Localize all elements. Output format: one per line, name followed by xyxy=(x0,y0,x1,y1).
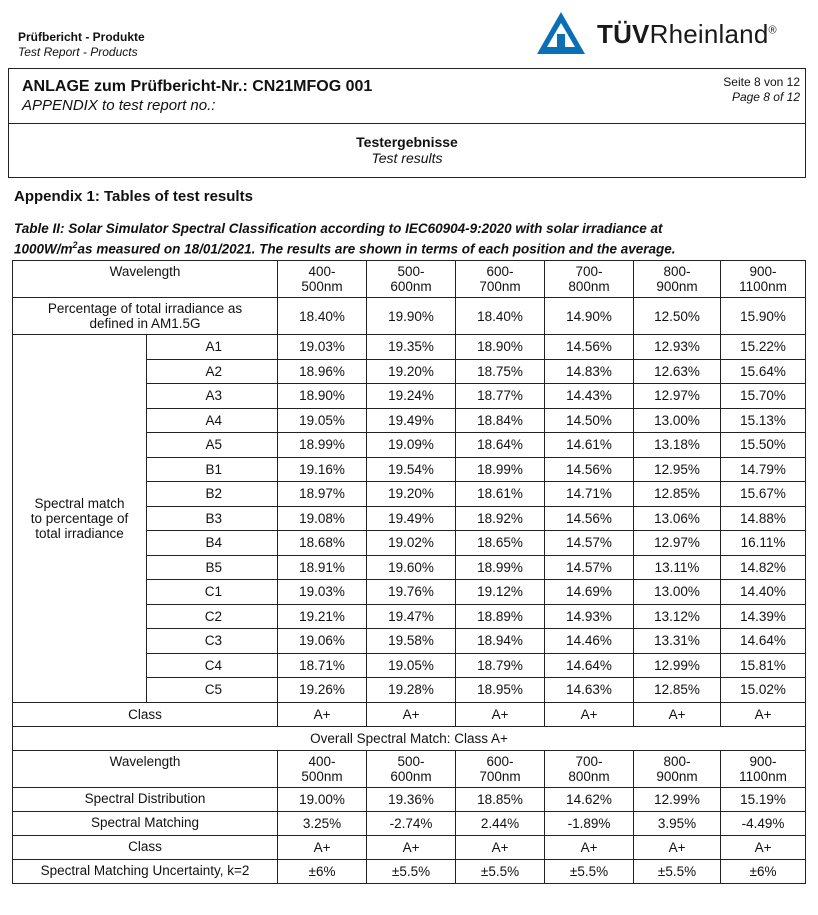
position-value: 19.54% xyxy=(367,457,456,482)
band-header: 700- 800nm xyxy=(545,750,634,787)
section-title-box xyxy=(8,123,806,178)
class-value: A+ xyxy=(721,702,806,726)
position-value: 12.93% xyxy=(634,335,721,360)
summary-wavelength-label: Wavelength xyxy=(13,750,278,787)
position-value: 19.26% xyxy=(278,678,367,703)
distribution-value: 14.62% xyxy=(545,787,634,811)
logo-wordmark: TÜVRheinland® xyxy=(597,19,777,49)
uncertainty-value: ±6% xyxy=(278,859,367,883)
am15g-percentage-label: Percentage of total irradiance as defined in AM1.5G xyxy=(13,298,278,335)
report-type-de: Prüfbericht - Produkte xyxy=(18,30,145,44)
distribution-value: 15.19% xyxy=(721,787,806,811)
uncertainty-label: Spectral Matching Uncertainty, k=2 xyxy=(13,859,278,883)
table-caption: Table II: Solar Simulator Spectral Classification according to IEC60904-9:2020 with solar irradiance at $1000W/m^2as$ measured on 18/01/2021. The results are shown in terms of each position and the average. xyxy=(14,221,676,257)
position-value: 14.64% xyxy=(545,653,634,678)
position-value: 14.39% xyxy=(721,604,806,629)
wavelength-header-row xyxy=(13,261,806,298)
position-value: 19.05% xyxy=(278,408,367,433)
position-value: 14.88% xyxy=(721,506,806,531)
position-value: 19.12% xyxy=(456,580,545,605)
position-value: 18.95% xyxy=(456,678,545,703)
position-value: 19.20% xyxy=(367,482,456,507)
matching-value: -4.49% xyxy=(721,811,806,835)
position-name: C1 xyxy=(147,580,278,605)
position-value: 18.91% xyxy=(278,555,367,580)
position-value: 18.97% xyxy=(278,482,367,507)
position-value: 18.96% xyxy=(278,359,367,384)
summary-class-row xyxy=(13,835,806,859)
position-name: B3 xyxy=(147,506,278,531)
report-type-en: Test Report - Products xyxy=(18,45,138,59)
summary-class-label: Class xyxy=(13,835,278,859)
class-value: A+ xyxy=(634,702,721,726)
position-value: 18.79% xyxy=(456,653,545,678)
position-value: 18.68% xyxy=(278,531,367,556)
class-value: A+ xyxy=(456,702,545,726)
am15g-value: 12.50% xyxy=(634,298,721,335)
summary-class-value: A+ xyxy=(278,835,367,859)
position-value: 13.31% xyxy=(634,629,721,654)
position-value: 18.75% xyxy=(456,359,545,384)
position-value: 12.99% xyxy=(634,653,721,678)
position-value: 13.06% xyxy=(634,506,721,531)
band-header: 400- 500nm xyxy=(278,261,367,298)
position-value: 12.95% xyxy=(634,457,721,482)
position-value: 18.61% xyxy=(456,482,545,507)
tuv-rheinland-logo xyxy=(535,10,785,56)
position-value: 14.61% xyxy=(545,433,634,458)
distribution-value: 18.85% xyxy=(456,787,545,811)
position-value: 15.22% xyxy=(721,335,806,360)
position-value: 12.85% xyxy=(634,482,721,507)
summary-class-value: A+ xyxy=(456,835,545,859)
position-value: 14.56% xyxy=(545,335,634,360)
summary-class-value: A+ xyxy=(721,835,806,859)
position-value: 14.79% xyxy=(721,457,806,482)
position-value: 14.64% xyxy=(721,629,806,654)
position-value: 19.35% xyxy=(367,335,456,360)
position-value: 19.49% xyxy=(367,506,456,531)
position-value: 15.50% xyxy=(721,433,806,458)
band-header: 400- 500nm xyxy=(278,750,367,787)
position-value: 15.02% xyxy=(721,678,806,703)
class-value: A+ xyxy=(367,702,456,726)
summary-class-value: A+ xyxy=(634,835,721,859)
band-header: 700- 800nm xyxy=(545,261,634,298)
position-name: C5 xyxy=(147,678,278,703)
position-value: 13.11% xyxy=(634,555,721,580)
position-value: 19.16% xyxy=(278,457,367,482)
uncertainty-value: ±5.5% xyxy=(367,859,456,883)
position-value: 19.05% xyxy=(367,653,456,678)
class-value: A+ xyxy=(278,702,367,726)
tuv-triangle-icon xyxy=(535,10,587,56)
am15g-value: 19.90% xyxy=(367,298,456,335)
position-name: B2 xyxy=(147,482,278,507)
am15g-value: 14.90% xyxy=(545,298,634,335)
position-value: 18.90% xyxy=(456,335,545,360)
position-value: 18.99% xyxy=(278,433,367,458)
uncertainty-row xyxy=(13,859,806,883)
position-value: 18.94% xyxy=(456,629,545,654)
position-value: 14.57% xyxy=(545,555,634,580)
section-title-de: Testergebnisse xyxy=(356,134,458,150)
spectral-distribution-row xyxy=(13,787,806,811)
position-value: 19.06% xyxy=(278,629,367,654)
position-value: 19.09% xyxy=(367,433,456,458)
report-subtitle: APPENDIX to test report no.: xyxy=(22,97,216,114)
position-value: 14.56% xyxy=(545,506,634,531)
distribution-value: 19.36% xyxy=(367,787,456,811)
position-value: 14.82% xyxy=(721,555,806,580)
position-name: B1 xyxy=(147,457,278,482)
position-value: 19.02% xyxy=(367,531,456,556)
uncertainty-value: ±5.5% xyxy=(456,859,545,883)
position-value: 13.00% xyxy=(634,408,721,433)
am15g-value: 15.90% xyxy=(721,298,806,335)
position-value: 14.63% xyxy=(545,678,634,703)
position-value: 14.40% xyxy=(721,580,806,605)
position-value: 19.03% xyxy=(278,335,367,360)
position-value: 14.71% xyxy=(545,482,634,507)
band-header: 800- 900nm xyxy=(634,261,721,298)
position-value: 19.58% xyxy=(367,629,456,654)
position-value: 14.50% xyxy=(545,408,634,433)
position-value: 14.83% xyxy=(545,359,634,384)
position-value: 16.11% xyxy=(721,531,806,556)
position-value: 15.81% xyxy=(721,653,806,678)
position-value: 18.90% xyxy=(278,384,367,409)
position-value: 18.92% xyxy=(456,506,545,531)
position-value: 12.97% xyxy=(634,531,721,556)
position-value: 18.71% xyxy=(278,653,367,678)
position-name: C4 xyxy=(147,653,278,678)
position-value: 15.70% xyxy=(721,384,806,409)
position-value: 13.12% xyxy=(634,604,721,629)
distribution-value: 12.99% xyxy=(634,787,721,811)
class-label: Class xyxy=(13,702,278,726)
spectral-matching-label: Spectral Matching xyxy=(13,811,278,835)
position-value: 15.64% xyxy=(721,359,806,384)
spectral-distribution-label: Spectral Distribution xyxy=(13,787,278,811)
position-value: 19.03% xyxy=(278,580,367,605)
report-type-header xyxy=(18,30,145,60)
band-header: 900- 1100nm xyxy=(721,750,806,787)
band-header: 500- 600nm xyxy=(367,261,456,298)
position-value: 13.18% xyxy=(634,433,721,458)
uncertainty-value: ±5.5% xyxy=(634,859,721,883)
band-header: 800- 900nm xyxy=(634,750,721,787)
position-value: 15.67% xyxy=(721,482,806,507)
position-value: 18.99% xyxy=(456,457,545,482)
position-name: C2 xyxy=(147,604,278,629)
uncertainty-value: ±5.5% xyxy=(545,859,634,883)
overall-match-text: Overall Spectral Match: Class A+ xyxy=(13,726,806,750)
am15g-value: 18.40% xyxy=(456,298,545,335)
matching-value: 3.25% xyxy=(278,811,367,835)
position-value: 14.43% xyxy=(545,384,634,409)
position-row xyxy=(13,335,806,360)
position-value: 19.76% xyxy=(367,580,456,605)
position-value: 14.57% xyxy=(545,531,634,556)
report-number-box xyxy=(8,68,806,124)
am15g-percentage-row xyxy=(13,298,806,335)
position-name: A5 xyxy=(147,433,278,458)
page-number-de: Seite 8 von 12 xyxy=(723,75,800,89)
spectral-classification-table xyxy=(12,260,806,884)
position-value: 14.46% xyxy=(545,629,634,654)
spectral-match-group-label: Spectral match to percentage of total irradiance xyxy=(13,335,147,703)
band-header: 900- 1100nm xyxy=(721,261,806,298)
band-header: 600- 700nm xyxy=(456,261,545,298)
position-name: A1 xyxy=(147,335,278,360)
position-value: 14.69% xyxy=(545,580,634,605)
position-value: 19.21% xyxy=(278,604,367,629)
am15g-value: 18.40% xyxy=(278,298,367,335)
position-value: 14.56% xyxy=(545,457,634,482)
matching-value: 2.44% xyxy=(456,811,545,835)
band-header: 500- 600nm xyxy=(367,750,456,787)
overall-match-row xyxy=(13,726,806,750)
position-value: 19.60% xyxy=(367,555,456,580)
matching-value: -2.74% xyxy=(367,811,456,835)
position-value: 12.85% xyxy=(634,678,721,703)
position-value: 13.00% xyxy=(634,580,721,605)
position-name: B5 xyxy=(147,555,278,580)
uncertainty-value: ±6% xyxy=(721,859,806,883)
page-number-en: Page 8 of 12 xyxy=(731,90,800,104)
position-value: 18.64% xyxy=(456,433,545,458)
section-title-en: Test results xyxy=(371,150,443,166)
position-value: 19.08% xyxy=(278,506,367,531)
position-value: 19.28% xyxy=(367,678,456,703)
summary-wavelength-row xyxy=(13,750,806,787)
matching-value: -1.89% xyxy=(545,811,634,835)
position-value: 19.49% xyxy=(367,408,456,433)
class-row xyxy=(13,702,806,726)
class-value: A+ xyxy=(545,702,634,726)
wavelength-label: Wavelength xyxy=(13,261,278,298)
position-value: 12.97% xyxy=(634,384,721,409)
band-header: 600- 700nm xyxy=(456,750,545,787)
position-value: 19.20% xyxy=(367,359,456,384)
position-value: 18.89% xyxy=(456,604,545,629)
position-name: C3 xyxy=(147,629,278,654)
position-value: 15.13% xyxy=(721,408,806,433)
position-name: A4 xyxy=(147,408,278,433)
report-title: ANLAGE zum Prüfbericht-Nr.: CN21MFOG 001 xyxy=(22,78,373,95)
position-value: 18.84% xyxy=(456,408,545,433)
position-value: 19.47% xyxy=(367,604,456,629)
position-value: 12.63% xyxy=(634,359,721,384)
spectral-matching-row xyxy=(13,811,806,835)
position-name: A3 xyxy=(147,384,278,409)
position-value: 18.99% xyxy=(456,555,545,580)
summary-class-value: A+ xyxy=(545,835,634,859)
appendix-title: Appendix 1: Tables of test results xyxy=(14,188,253,205)
position-value: 19.24% xyxy=(367,384,456,409)
distribution-value: 19.00% xyxy=(278,787,367,811)
summary-class-value: A+ xyxy=(367,835,456,859)
position-name: B4 xyxy=(147,531,278,556)
matching-value: 3.95% xyxy=(634,811,721,835)
position-name: A2 xyxy=(147,359,278,384)
position-value: 14.93% xyxy=(545,604,634,629)
position-value: 18.65% xyxy=(456,531,545,556)
position-value: 18.77% xyxy=(456,384,545,409)
